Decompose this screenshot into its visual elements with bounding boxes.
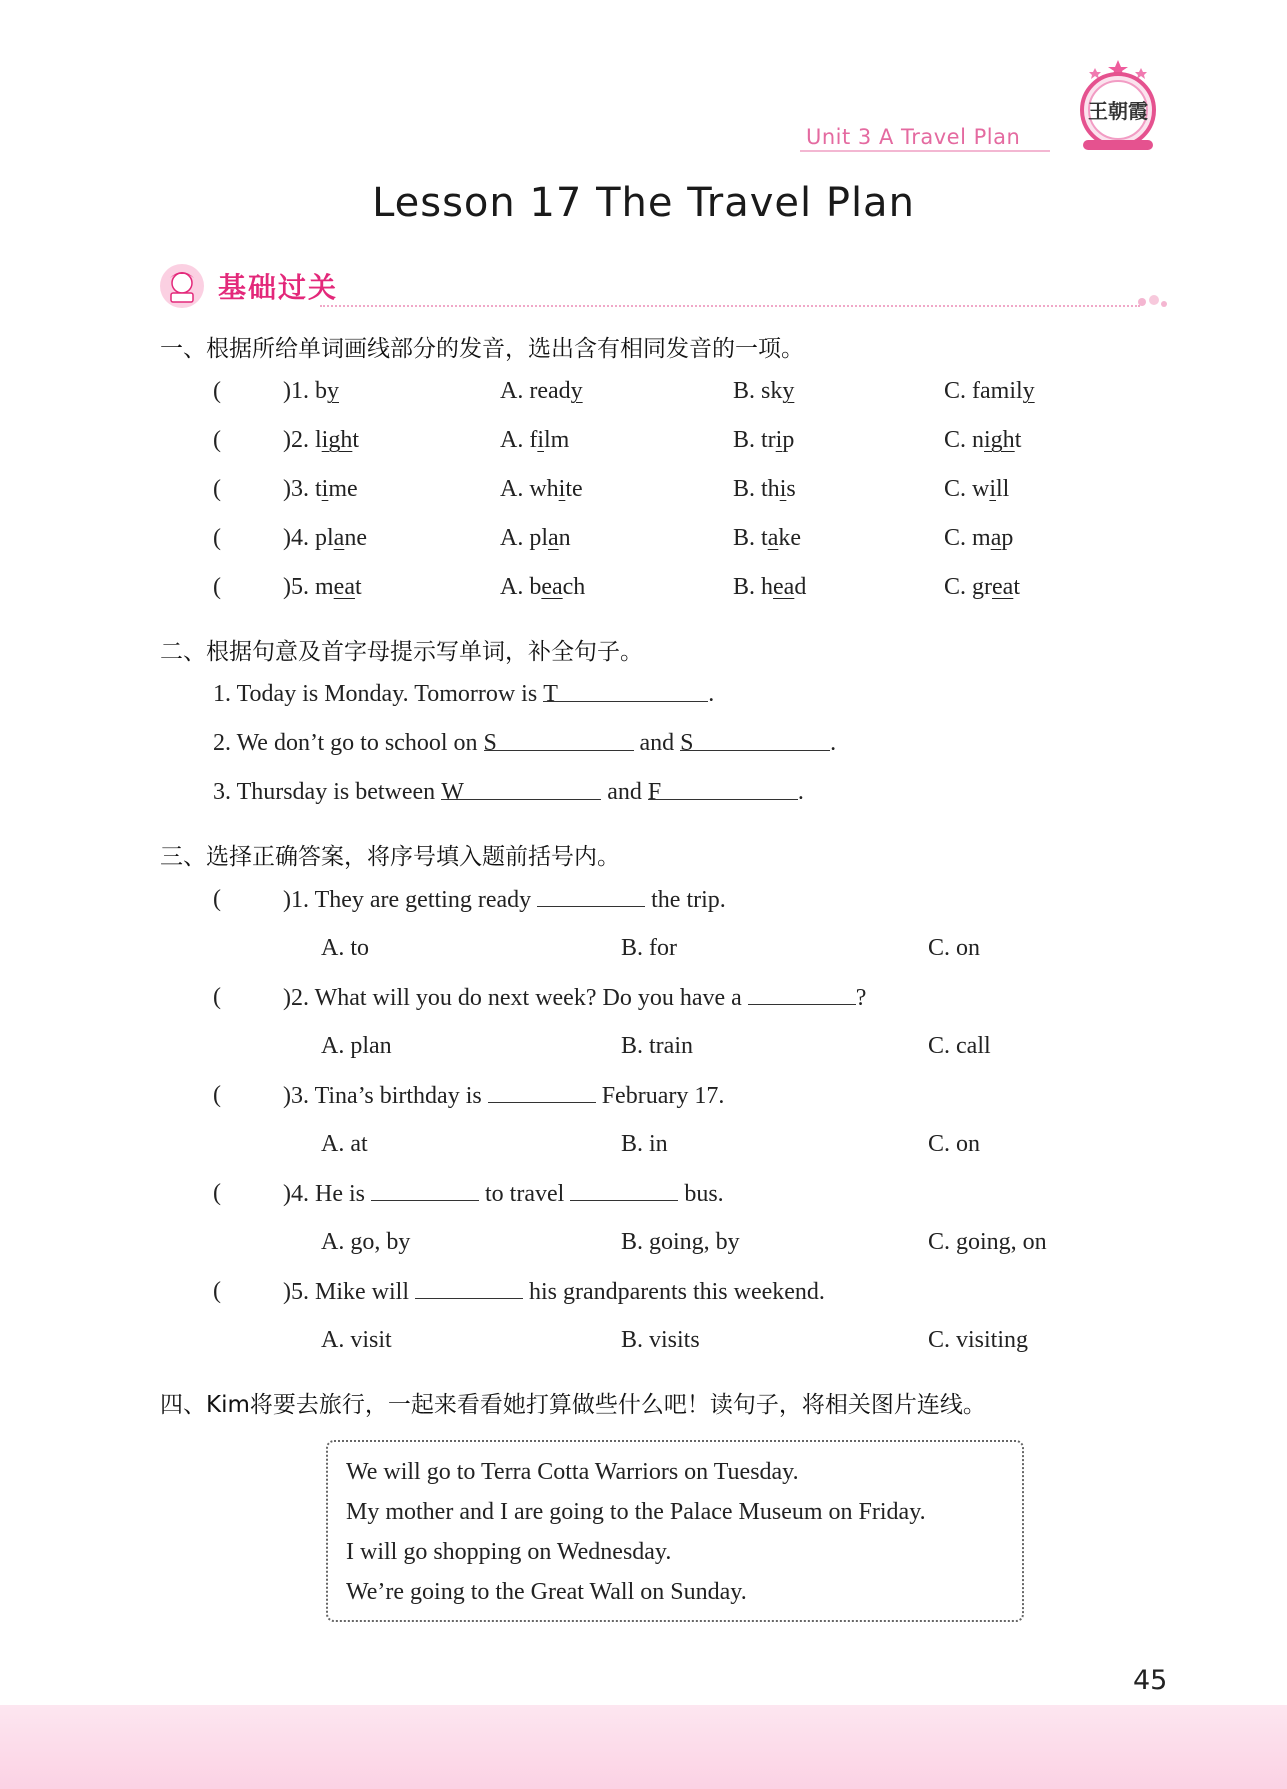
- choice-question: )5. Mike will his grandparents this weekend.: [283, 1279, 825, 1305]
- header-divider: [800, 150, 1050, 152]
- answer-paren[interactable]: (: [213, 378, 221, 404]
- question-word: )2. light: [283, 427, 360, 453]
- girl-reading-icon: [158, 262, 206, 310]
- answer-paren[interactable]: (: [213, 886, 221, 912]
- section3-heading: 三、选择正确答案，将序号填入题前括号内。: [160, 844, 620, 870]
- option-b[interactable]: B. in: [621, 1131, 668, 1157]
- answer-paren[interactable]: (: [213, 574, 221, 600]
- option-b[interactable]: B. head: [733, 574, 807, 600]
- matching-sentence[interactable]: We will go to Terra Cotta Warriors on Tuesday.: [346, 1459, 799, 1485]
- option-a[interactable]: A. to: [321, 935, 369, 961]
- option-c[interactable]: C. visiting: [928, 1327, 1029, 1353]
- option-c[interactable]: C. on: [928, 935, 981, 961]
- choice-question: )1. They are getting ready the trip.: [283, 887, 726, 913]
- answer-paren[interactable]: (: [213, 525, 221, 551]
- question-word: )5. meat: [283, 574, 362, 600]
- option-b[interactable]: B. for: [621, 935, 677, 961]
- section1-heading: 一、根据所给单词画线部分的发音，选出含有相同发音的一项。: [160, 336, 804, 362]
- option-a[interactable]: A. white: [500, 476, 583, 502]
- answer-paren[interactable]: (: [213, 427, 221, 453]
- choice-question: )2. What will you do next week? Do you have a ?: [283, 985, 867, 1011]
- header-unit-label: Unit 3 A Travel Plan: [806, 125, 1021, 149]
- option-b[interactable]: B. sky: [733, 378, 795, 404]
- banner-dotted-divider: [320, 305, 1140, 307]
- option-a[interactable]: A. ready: [500, 378, 583, 404]
- logo-text: 王朝霞: [1088, 99, 1148, 123]
- page-number: 45: [1133, 1665, 1168, 1696]
- footer-band: [0, 1705, 1287, 1789]
- answer-paren[interactable]: (: [213, 1180, 221, 1206]
- option-c[interactable]: C. night: [944, 427, 1022, 453]
- option-c[interactable]: C. on: [928, 1131, 981, 1157]
- dots-decoration-icon: [1132, 290, 1172, 310]
- blank-field[interactable]: [537, 886, 645, 907]
- blank-field[interactable]: S: [484, 730, 634, 751]
- fill-sentence: 1. Today is Monday. Tomorrow is T .: [213, 681, 715, 707]
- fill-sentence: 2. We don’t go to school on S and S .: [213, 730, 837, 756]
- section-banner-label: 基础过关: [218, 271, 339, 304]
- page-title: Lesson 17 The Travel Plan: [372, 180, 915, 226]
- matching-sentence[interactable]: I will go shopping on Wednesday.: [346, 1539, 672, 1565]
- answer-paren[interactable]: (: [213, 984, 221, 1010]
- option-a[interactable]: A. at: [321, 1131, 368, 1157]
- option-c[interactable]: C. going, on: [928, 1229, 1047, 1255]
- matching-sentence[interactable]: My mother and I are going to the Palace Museum on Friday.: [346, 1499, 926, 1525]
- question-word: )4. plane: [283, 525, 367, 551]
- blank-field[interactable]: [570, 1180, 678, 1201]
- blank-field[interactable]: [415, 1278, 523, 1299]
- brand-logo: [1075, 58, 1161, 152]
- option-c[interactable]: C. great: [944, 574, 1020, 600]
- answer-paren[interactable]: (: [213, 1082, 221, 1108]
- fill-sentence: 3. Thursday is between W and F .: [213, 779, 804, 805]
- option-a[interactable]: A. film: [500, 427, 570, 453]
- blank-field[interactable]: W: [441, 779, 601, 800]
- option-a[interactable]: A. plan: [500, 525, 571, 551]
- question-word: )3. time: [283, 476, 358, 502]
- option-b[interactable]: B. this: [733, 476, 796, 502]
- answer-paren[interactable]: (: [213, 1278, 221, 1304]
- blank-field[interactable]: [371, 1180, 479, 1201]
- option-b[interactable]: B. trip: [733, 427, 795, 453]
- question-word: )1. by: [283, 378, 339, 404]
- blank-field[interactable]: T: [543, 681, 708, 702]
- option-b[interactable]: B. going, by: [621, 1229, 740, 1255]
- option-c[interactable]: C. call: [928, 1033, 991, 1059]
- option-c[interactable]: C. will: [944, 476, 1010, 502]
- option-a[interactable]: A. visit: [321, 1327, 392, 1353]
- choice-question: )4. He is to travel bus.: [283, 1181, 724, 1207]
- option-c[interactable]: C. family: [944, 378, 1035, 404]
- option-b[interactable]: B. visits: [621, 1327, 700, 1353]
- answer-paren[interactable]: (: [213, 476, 221, 502]
- blank-field[interactable]: S: [680, 730, 830, 751]
- section2-heading: 二、根据句意及首字母提示写单词，补全句子。: [160, 639, 643, 665]
- option-a[interactable]: A. beach: [500, 574, 586, 600]
- option-a[interactable]: A. plan: [321, 1033, 392, 1059]
- blank-field[interactable]: [748, 984, 856, 1005]
- choice-question: )3. Tina’s birthday is February 17.: [283, 1083, 725, 1109]
- option-c[interactable]: C. map: [944, 525, 1014, 551]
- option-a[interactable]: A. go, by: [321, 1229, 411, 1255]
- section4-heading: 四、Kim将要去旅行，一起来看看她打算做些什么吧！读句子，将相关图片连线。: [160, 1392, 986, 1418]
- matching-sentence[interactable]: We’re going to the Great Wall on Sunday.: [346, 1579, 747, 1605]
- blank-field[interactable]: [488, 1082, 596, 1103]
- option-b[interactable]: B. take: [733, 525, 801, 551]
- option-b[interactable]: B. train: [621, 1033, 693, 1059]
- blank-field[interactable]: F: [648, 779, 798, 800]
